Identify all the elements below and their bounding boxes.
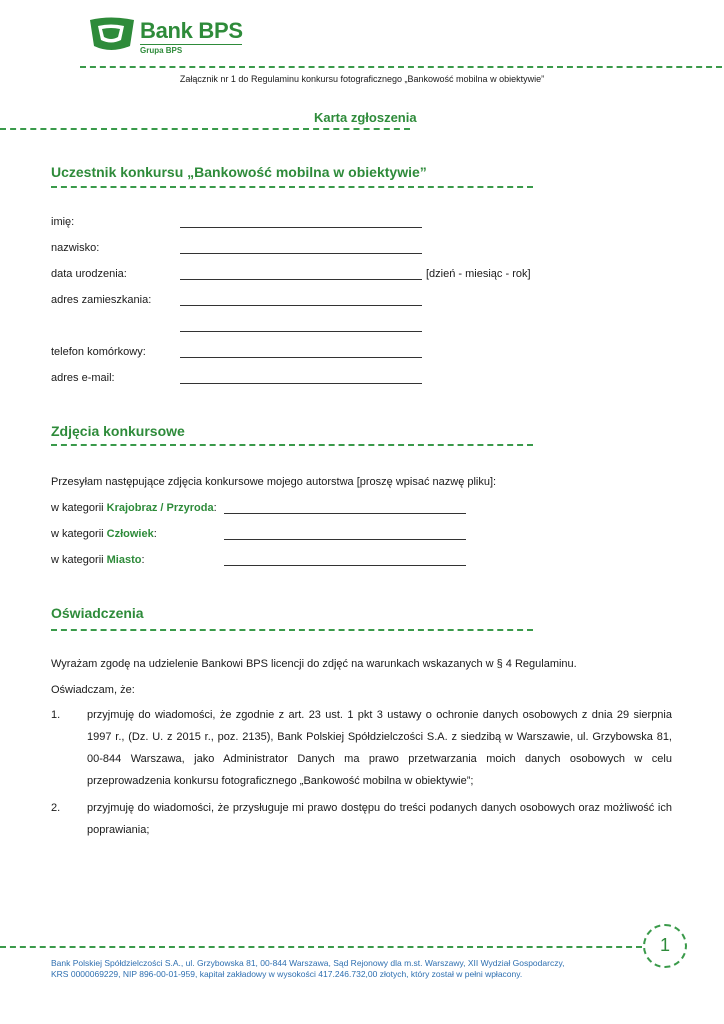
statement-text: przyjmuję do wiadomości, że zgodnie z art. 23 ust. 1 pkt 3 ustawy o ochronie danych osobowych z dnia 29 sierpnia 1997 r., (Dz. U. z 2015 r., poz. 2135), Bank Polskiej Spółdzielczości S.A. z siedzibą w Warszawie, ul. Grzybowska 81, 00-844 Warszawa, jako Administrator Danych ma prawo przetwarzania moich danych osobowych w celu przeprowadzenia konkursu fotograficznego „Bankowość mobilna w obiektywie”; [87, 709, 672, 787]
card-title: Karta zgłoszenia [314, 110, 417, 125]
field-label-phone: telefon komórkowy: [51, 346, 146, 358]
birth-date-input[interactable] [180, 279, 422, 280]
participant-divider [51, 186, 533, 188]
birth-date-hint: [dzień - miesiąc - rok] [426, 268, 531, 280]
header-divider [80, 66, 722, 68]
email-input[interactable] [180, 383, 422, 384]
footer-line: KRS 0000069229, NIP 896-00-01-959, kapitał zakładowy w wysokości 417.246.732,00 złotych, który został w pełni wpłacony. [51, 969, 523, 979]
phone-input[interactable] [180, 357, 422, 358]
field-label-last-name: nazwisko: [51, 242, 100, 254]
bps-logo-icon [84, 16, 138, 56]
photos-heading: Zdjęcia konkursowe [51, 423, 185, 439]
field-label-first-name: imię: [51, 216, 75, 228]
photo-category-row: w kategorii Miasto: [51, 554, 145, 566]
category-name: Człowiek [106, 528, 154, 540]
footer-divider [0, 946, 642, 948]
participant-heading: Uczestnik konkursu „Bankowość mobilna w obiektywie” [51, 164, 427, 180]
annex-line: Załącznik nr 1 do Regulaminu konkursu fotograficznego „Bankowość mobilna w obiektywie” [179, 74, 545, 84]
field-label-address: adres zamieszkania: [51, 294, 152, 306]
photo-file-input-city[interactable] [224, 565, 466, 566]
first-name-input[interactable] [180, 227, 422, 228]
statement-number: 2. [51, 802, 61, 814]
category-name: Krajobraz / Przyroda [106, 502, 214, 514]
category-prefix: w kategorii [51, 502, 104, 514]
field-label-email: adres e-mail: [51, 372, 115, 384]
footer-company-info [51, 958, 611, 980]
bank-logo [84, 16, 254, 58]
last-name-input[interactable] [180, 253, 422, 254]
category-prefix: w kategorii [51, 554, 104, 566]
photo-file-input-human[interactable] [224, 539, 466, 540]
statement-number: 1. [51, 709, 61, 721]
card-title-divider [0, 128, 410, 130]
logo-name: Bank BPS [140, 18, 243, 43]
logo-group: Grupa BPS [140, 46, 183, 55]
field-label-birth-date: data urodzenia: [51, 268, 127, 280]
page-number-circle [643, 924, 687, 968]
photo-category-row: w kategorii Krajobraz / Przyroda: [51, 502, 217, 514]
statements-heading: Oświadczenia [51, 605, 144, 621]
category-prefix: w kategorii [51, 528, 104, 540]
statements-divider [51, 629, 533, 631]
statement-text: przyjmuję do wiadomości, że przysługuje mi prawo dostępu do treści podanych danych osobowych oraz możliwość ich poprawiania; [87, 802, 672, 836]
address-input-line-2[interactable] [180, 331, 422, 332]
photos-intro: Przesyłam następujące zdjęcia konkursowe mojego autorstwa [proszę wpisać nazwę pliku]: [51, 476, 497, 488]
photo-file-input-landscape[interactable] [224, 513, 466, 514]
address-input-line-1[interactable] [180, 305, 422, 306]
page-number: 1 [659, 935, 670, 955]
footer-line: Bank Polskiej Spółdzielczości S.A., ul. Grzybowska 81, 00-844 Warszawa, Sąd Rejonowy dla m.st. Warszawy, XII Wydział Gospodarczy, [51, 958, 565, 968]
photos-divider [51, 444, 533, 446]
category-name: Miasto [106, 554, 142, 566]
declare-text: Oświadczam, że: [51, 684, 135, 696]
consent-text: Wyrażam zgodę na udzielenie Bankowi BPS licencji do zdjęć na warunkach wskazanych w § 4 Regulaminu. [51, 658, 577, 670]
photo-category-row: w kategorii Człowiek: [51, 528, 157, 540]
